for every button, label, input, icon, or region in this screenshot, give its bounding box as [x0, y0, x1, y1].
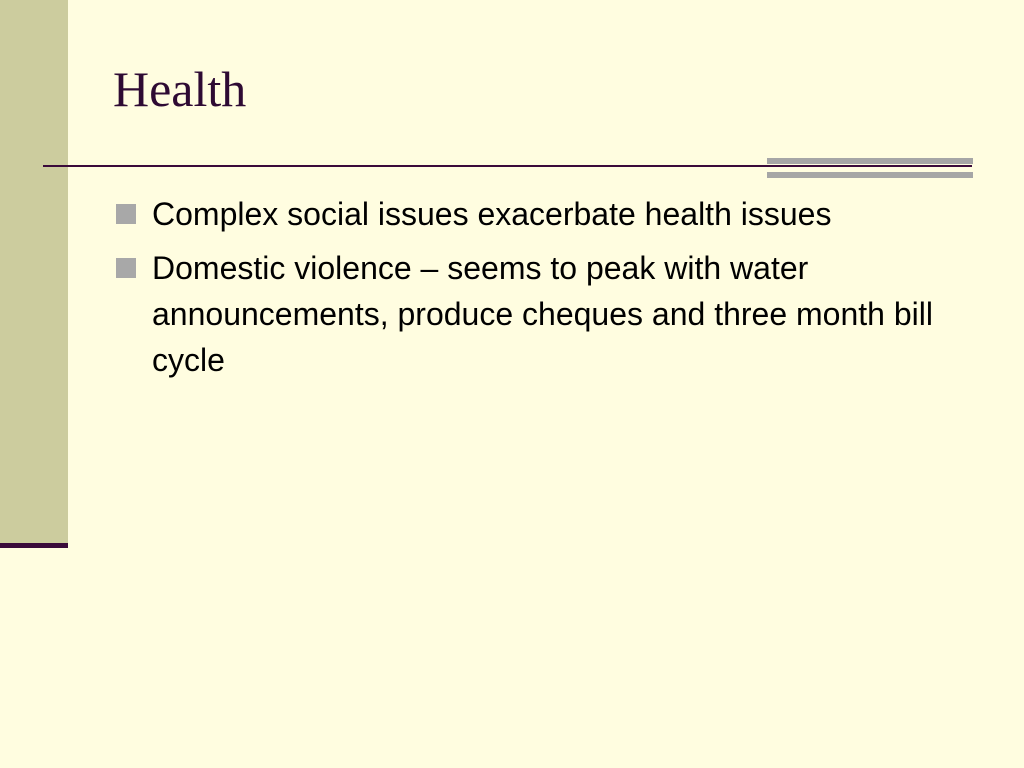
- square-bullet-icon: [116, 258, 136, 278]
- bullet-item: [116, 245, 976, 383]
- bullet-list: [116, 191, 976, 391]
- bullet-item: [116, 191, 976, 237]
- left-decor-bar-foot: [0, 543, 68, 548]
- bullet-text: Complex social issues exacerbate health issues: [152, 196, 832, 232]
- accent-bar-top: [767, 158, 973, 164]
- left-decor-bar: [0, 0, 68, 545]
- accent-bar-bottom: [767, 172, 973, 178]
- title-underline-rule: [43, 165, 972, 167]
- square-bullet-icon: [116, 204, 136, 224]
- slide-title: Health: [113, 61, 247, 117]
- bullet-text: Domestic violence – seems to peak with water announcements, produce cheques and three month bill cycle: [152, 250, 933, 378]
